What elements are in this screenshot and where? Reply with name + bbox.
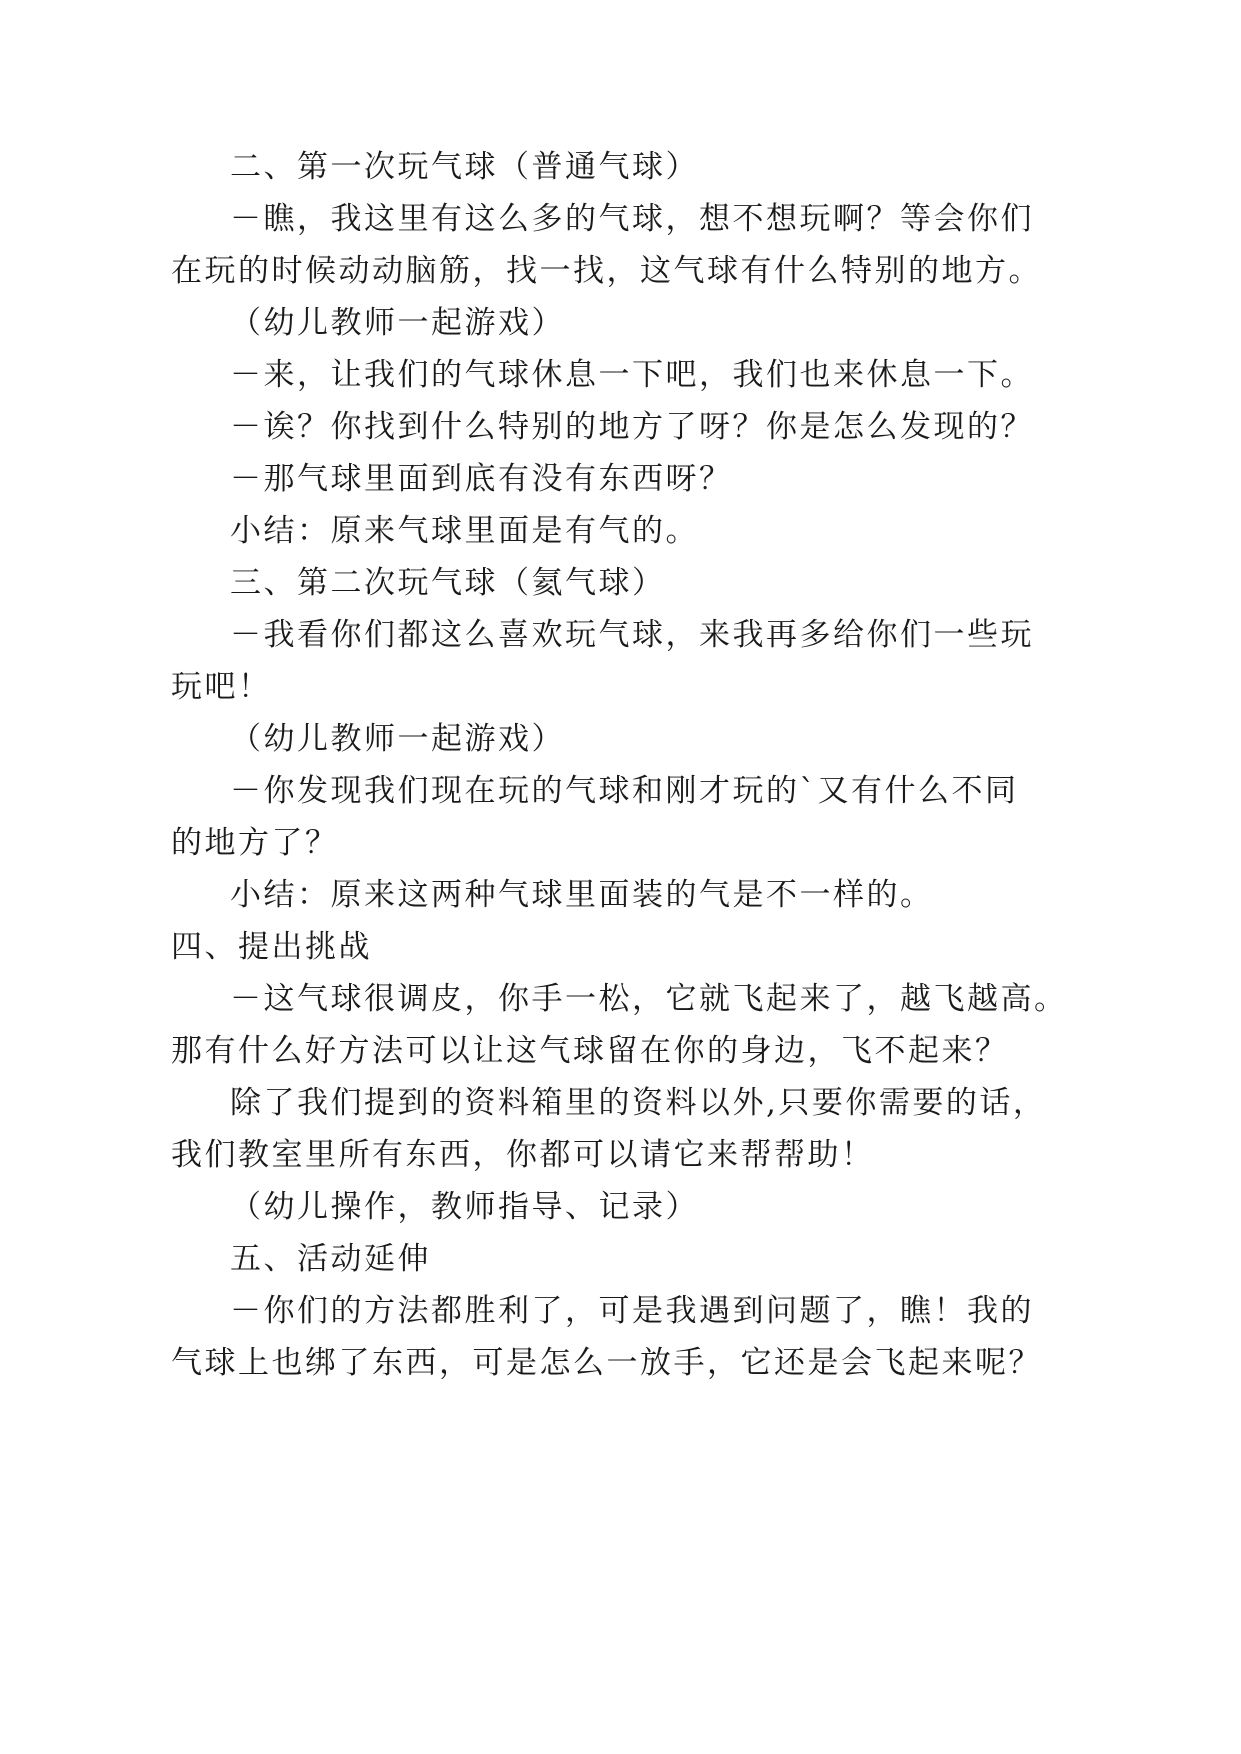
paragraph-line: （幼儿操作，教师指导、记录） bbox=[230, 1189, 699, 1225]
paragraph-line: 我们教室里所有东西，你都可以请它来帮帮助！ bbox=[171, 1137, 875, 1173]
heading-section-5: 五、活动延伸 bbox=[230, 1241, 431, 1277]
paragraph-line: －你发现我们现在玩的气球和刚才玩的`又有什么不同 bbox=[230, 773, 1019, 809]
heading-section-3: 三、第二次玩气球（氦气球） bbox=[230, 565, 666, 601]
heading-section-4: 四、提出挑战 bbox=[171, 929, 372, 965]
paragraph-line: 除了我们提到的资料箱里的资料以外,只要你需要的话， bbox=[230, 1085, 1047, 1121]
paragraph-line: （幼儿教师一起游戏） bbox=[230, 305, 565, 341]
paragraph-line: 在玩的时候动动脑筋，找一找，这气球有什么特别的地方。 bbox=[171, 253, 1042, 289]
paragraph-line: 的地方了？ bbox=[171, 825, 339, 861]
paragraph-line: －诶？你找到什么特别的地方了呀？你是怎么发现的？ bbox=[230, 409, 1034, 445]
summary-line: 小结：原来这两种气球里面装的气是不一样的。 bbox=[230, 877, 934, 913]
paragraph-line: 气球上也绑了东西，可是怎么一放手，它还是会飞起来呢？ bbox=[171, 1345, 1042, 1381]
paragraph-line: （幼儿教师一起游戏） bbox=[230, 721, 565, 757]
paragraph-line: 那有什么好方法可以让这气球留在你的身边，飞不起来？ bbox=[171, 1033, 1009, 1069]
paragraph-line: 玩吧！ bbox=[171, 669, 272, 705]
paragraph-line: －这气球很调皮，你手一松，它就飞起来了，越飞越高。 bbox=[230, 981, 1068, 1017]
paragraph-line: －你们的方法都胜利了，可是我遇到问题了，瞧！我的 bbox=[230, 1293, 1034, 1329]
paragraph-line: －那气球里面到底有没有东西呀？ bbox=[230, 461, 733, 497]
paragraph-line: －来，让我们的气球休息一下吧，我们也来休息一下。 bbox=[230, 357, 1034, 393]
paragraph-line: －我看你们都这么喜欢玩气球，来我再多给你们一些玩 bbox=[230, 617, 1034, 653]
paragraph-line: －瞧，我这里有这么多的气球，想不想玩啊？等会你们 bbox=[230, 201, 1034, 237]
summary-line: 小结：原来气球里面是有气的。 bbox=[230, 513, 699, 549]
heading-section-2: 二、第一次玩气球（普通气球） bbox=[230, 149, 699, 185]
